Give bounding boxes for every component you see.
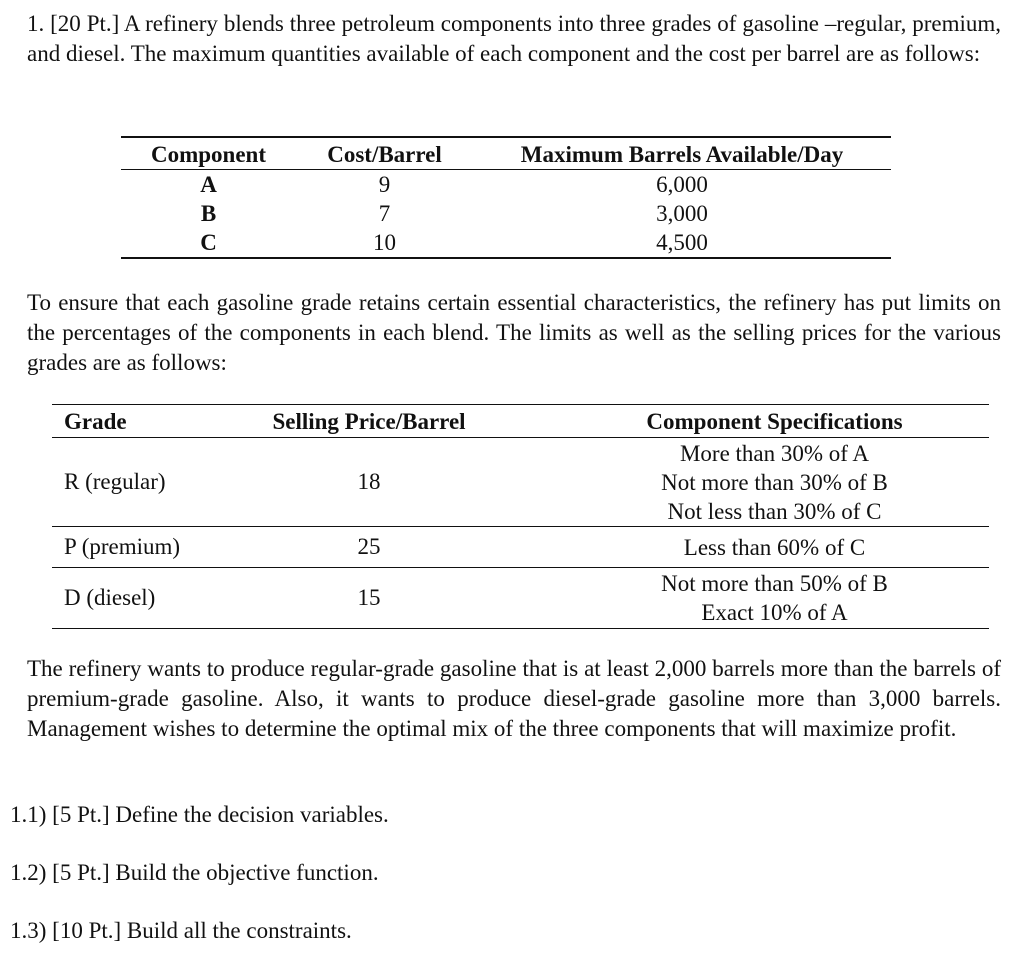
problem-intro-text: 1. [20 Pt.] A refinery blends three petroleum components into three grades of gasoline –regular, premium, and diesel. The maximum quantities available of each component and the cost per barrel are as follows:	[27, 11, 1001, 66]
grade-name: R (regular)	[64, 469, 166, 494]
grade-specs	[560, 533, 989, 562]
grade-specs	[560, 439, 989, 526]
grade-price: 18	[357, 469, 381, 494]
table-row	[121, 228, 891, 257]
grade-name: P (premium)	[64, 534, 181, 559]
header-selling-price: Selling Price/Barrel	[272, 409, 466, 434]
limits-text: To ensure that each gasoline grade retains certain essential characteristics, the refinery has put limits on the percentages of the components in each blend. The limits as well as the selling prices for the various grades are as follows:	[27, 290, 1001, 375]
component-max: 4,500	[656, 230, 708, 255]
table-row	[52, 568, 989, 628]
question-1-3: 1.3) [10 Pt.] Build all the constraints.	[10, 918, 352, 943]
table-row	[52, 438, 989, 526]
spec-line: Not more than 30% of B	[661, 469, 888, 495]
table-rule-bottom	[121, 257, 891, 259]
grade-name: D (diesel)	[64, 585, 156, 610]
component-max: 3,000	[656, 201, 708, 226]
spec-line: Less than 60% of C	[683, 534, 866, 560]
header-grade: Grade	[64, 409, 127, 434]
requirements-text: The refinery wants to produce regular-grade gasoline that is at least 2,000 barrels more than the barrels of premium-grade gasoline. Also, it wants to produce diesel-grade gasoline more than 3,000 barrels. Management wishes to determine the optimal mix of the three components that will maximize profit.	[27, 656, 1001, 741]
header-component: Component	[150, 142, 266, 167]
grade-price: 25	[357, 534, 381, 559]
components-table-header	[121, 138, 891, 169]
component-cost: 9	[378, 172, 391, 197]
header-cost: Cost/Barrel	[327, 142, 442, 167]
component-cost: 10	[373, 230, 396, 255]
spec-line: More than 30% of A	[679, 440, 870, 466]
grade-specs	[560, 569, 989, 627]
requirements-paragraph	[27, 654, 1001, 744]
table-rule-bottom	[52, 628, 989, 629]
component-cost: 7	[378, 201, 391, 226]
spec-line: Not less than 30% of C	[667, 498, 882, 524]
header-specifications: Component Specifications	[646, 409, 903, 434]
question-1-2: 1.2) [5 Pt.] Build the objective function.	[10, 860, 379, 885]
grades-table	[52, 404, 989, 629]
limits-paragraph	[27, 288, 1001, 378]
spec-line: Exact 10% of A	[701, 600, 848, 625]
component-max: 6,000	[656, 172, 708, 197]
component-name: B	[200, 201, 217, 226]
header-max-barrels: Maximum Barrels Available/Day	[520, 142, 844, 167]
question-1-1: 1.1) [5 Pt.] Define the decision variables.	[10, 802, 389, 827]
table-row	[52, 527, 989, 567]
problem-intro	[27, 9, 1001, 69]
component-name: C	[200, 230, 217, 255]
grade-price: 15	[357, 585, 381, 610]
component-name: A	[200, 172, 217, 197]
spec-line: Not more than 50% of B	[661, 571, 888, 596]
table-row	[121, 199, 891, 228]
table-row	[121, 170, 891, 199]
grades-table-header	[52, 405, 989, 437]
components-table	[121, 136, 891, 259]
